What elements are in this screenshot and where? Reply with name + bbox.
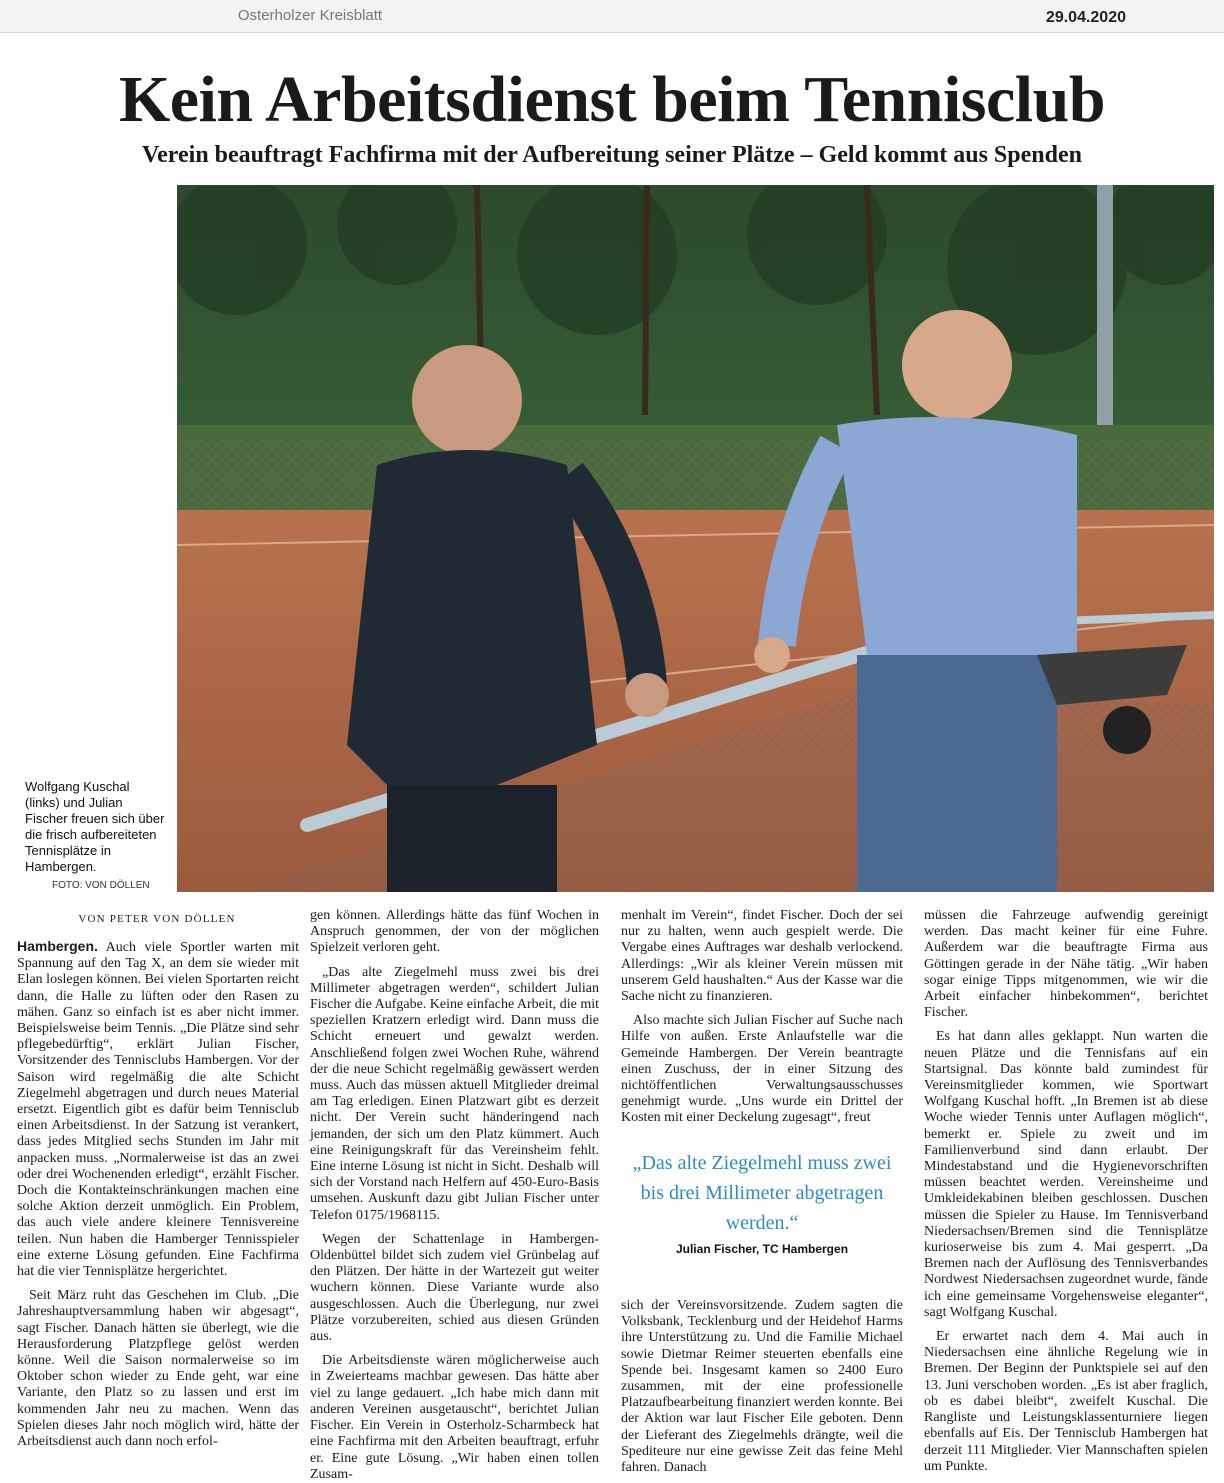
paragraph: Wegen der Schattenlage in Hambergen-Oldenbüttel bildet sich zudem viel Grünbelag auf den Plätzen. Der hätte in der Wartezeit gut weiter wuchern können. Diese Variante wurde also ausgeschlossen. Auch die Überlegung, nur zwei Plätze vorzubereiten, schied aus diesen Gründen aus. [310,1231,599,1345]
pull-quote [621,1148,903,1256]
paragraph: „Das alte Ziegelmehl muss zwei bis drei Millimeter abgetragen werden“, schildert Julian Fischer die Aufgabe. Keine einfache Arbeit, die mit speziellen Kratzern erledigt wird. Dann muss die Schicht erneuert und gewalzt werden. Anschließend folgen zwei Wochen Ruhe, während der die neue Schicht regelmäßig gewässert werden muss. Auch das müssen aktuell Mitglieder dreimal am Tag erledigen. Einen Platzwart gibt es derzeit nicht. Der Verein sucht händeringend nach jemanden, der sich um den Platz kümmert. Auch eine Reinigungskraft für das Vereinsheim fehlt. Eine interne Lösung ist nicht in Sicht. Deshalb will sich der Vorstand nach Helfern auf 450-Euro-Basis umsehen. Auskunft dazu gibt Julian Fischer unter Telefon 0175/1968115. [310,964,599,1223]
tennis-court-photo [177,185,1214,892]
photo-caption: Wolfgang Kuschal (links) und Julian Fischer freuen sich über die frisch aufbereiteten Tennisplätze in Hambergen. [25,779,165,874]
top-bar [0,0,1224,33]
paragraph: Also machte sich Julian Fischer auf Suche nach Hilfe von außen. Erste Anlaufstelle war die Gemeinde Hambergen. Der Verein beantragte einen Zuschuss, der in einer Sitzung des nichtöffentlichen Verwaltungsausschusses genehmigt wurde. „Uns wurde ein Drittel der Kosten mit einer Deckelung zugesagt“, freut [621,1013,903,1126]
pull-quote-source: Julian Fischer, TC Hambergen [675,1242,849,1256]
article-column-3-continued [621,1298,903,1476]
paragraph: Es hat dann alles geklappt. Nun warten die neuen Plätze und die Tennisfans auf ein Startsignal. Das könnte bald zumindest für Vereinsmitglieder kommen, wie Sportwart Wolfgang Kuschal hofft. „In Bremen ist ab diese Woche wieder Tennis unter Auflagen möglich“, bemerkt er. Spiele zu zweit und im Familienverbund sind dann erlaubt. Der Mindestabstand und die Hygienevorschriften müssen beachtet werden. Vereinsheime und Umkleidekabinen bleiben geschlossen. Duschen müssen die Spieler zu Hause. Im Tennisverband Niedersachsen/Bremen sind die Tennisplätze kurioserweise bis zum 4. Mai gesperrt. „Da Bremen nach der Auflösung des Tennisverbandes Nordwest Niedersachsen zugeordnet wurde, fände ich eine gemeinsame Vorgehensweise eleganter“, sagt Wolfgang Kuschal. [924,1029,1208,1320]
publication-date: 29.04.2020 [1045,9,1126,26]
subheadline: Verein beauftragt Fachfirma mit der Aufbereitung seiner Plätze – Geld kommt aus Spenden [142,142,1082,168]
paragraph: gen können. Allerdings hätte das fünf Wochen in Anspruch genommen, der von der möglichen Spielzeit verloren geht. [310,908,599,956]
paragraph [17,938,299,1280]
photo-credit: FOTO: VON DÖLLEN [52,880,150,891]
paragraph-text: Auch viele Sportler warten mit Spannung auf den Tag X, an dem sie wieder mit Elan loslegen können. Bei vielen Sportarten reicht dann, die Halle zu lüften oder den Rasen zu mähen. Ganz so einfach ist es aber nicht immer. Beispielsweise beim Tennis. „Die Plätze sind sehr pflegebedürftig“, erklärt Julian Fischer, Vorsitzender des Tennisclubs Hambergen. Vor der Saison wird regelmäßig die alte Schicht Ziegelmehl abgetragen und durch neues Material ersetzt. Eigentlich gibt es dafür beim Tennisclub einen Arbeitsdienst. In der Satzung ist verankert, dass jedes Mitglied sechs Stunden im Jahr mit anpacken muss. „Normalerweise ist das an zwei oder drei Wochenenden erledigt“, erzählt Fischer. Doch die Kontakteinschränkungen machen eine solche Aktion derzeit unmöglich. Ein Problem, das auch viele andere kleinere Tennisvereine teilen. Nun haben die Hamberger Tennisspieler eine externe Lösung gefunden. Eine Fachfirma hat die vier Tennisplätze hergerichtet. [17,940,299,1280]
byline: VON PETER VON DÖLLEN [78,913,236,925]
article-column-2 [310,908,599,1483]
paragraph: sich der Vereinsvorsitzende. Zudem sagten die Volksbank, Tecklenburg und der Heidehof Harms ihre Unterstützung zu. Und die Familie Michael sowie Dietmar Reimer steuerten ebenfalls eine Spende bei. Insgesamt kamen so 2400 Euro zusammen, mit der eine professionelle Platzaufbearbeitung finanziert werden konnte. Bei der Aktion war laut Fischer Eile geboten. Denn der Lieferant des Ziegelmehls drängte, weil die Spediteure nur eine gewisse Zeit das feine Mehl fahren. Danach [621,1298,903,1476]
paragraph: müssen die Fahrzeuge aufwendig gereinigt werden. Das macht keiner für eine Fuhre. Außerdem war die beauftragte Firma aus Göttingen gerade in der Nähe tätig. „Wir haben sogar einige Tipps mitgenommen, wie wir die Arbeit einfacher hinbekommen“, berichtet Fischer. [924,908,1208,1021]
paragraph: menhalt im Verein“, findet Fischer. Doch der sei nur zu halten, wenn auch gespielt werde. Die Vergabe eines Auftrages war deshalb verlockend. Allerdings: „Wir als kleiner Verein müssen mit unserem Geld haushalten.“ Aus der Kasse war die Sache nicht zu finanzieren. [621,908,903,1005]
paragraph: Seit März ruht das Geschehen im Club. „Die Jahreshauptversammlung haben wir abgesagt“, sagt Fischer. Danach hätten sie überlegt, wie die Herausforderung Platzpflege gelöst werden könne. Weil die Saison normalerweise so im Oktober schon wieder zu Ende geht, war eine Variante, den Platz so zu lassen und erst im kommenden Jahr neu zu machen. Wenn das Spielen dieses Jahr noch möglich wird, hätte der Arbeitsdienst auch dann noch erfol- [17,1288,299,1450]
paragraph: Er erwartet nach dem 4. Mai auch in Niedersachsen eine ähnliche Regelung wie in Bremen. Der Beginn der Punktspiele sei auf den 13. Juni verschoben worden. „Es ist aber fraglich, ob es dabei bleibt“, zweifelt Kuschal. Die Rangliste und Leistungsklassenturniere liegen ebenfalls auf Eis. Der Tennisclub Hambergen hat derzeit 111 Mitglieder. Vier Mannschaften spielen um Punkte. [924,1329,1208,1474]
article-column-3 [621,908,903,1127]
paragraph: Die Arbeitsdienste wären möglicherweise auch in Zweierteams machbar gewesen. Das hätte aber viel zu lange gedauert. „Ich habe mich dann mit anderen Vereinen ausgetauscht“, berichtet Julian Fischer. Ein Verein in Osterholz-Scharmbeck hat eine Fachfirma mit den Arbeiten beauftragt, erfuhr er. Eine gute Lösung. „Wir haben einen tollen Zusam- [310,1353,599,1482]
article-column-4 [924,908,1208,1475]
headline: Kein Arbeitsdienst beim Tennisclub [118,63,1106,136]
photo-illustration [177,185,1214,892]
article-column-1 [17,938,299,1450]
pull-quote-text: „Das alte Ziegelmehl muss zwei bis drei Millimeter abgetragen werden.“ [632,1152,892,1234]
newspaper-source: Osterholzer Kreisblatt [237,7,383,24]
dateline: Hambergen. [17,938,98,954]
